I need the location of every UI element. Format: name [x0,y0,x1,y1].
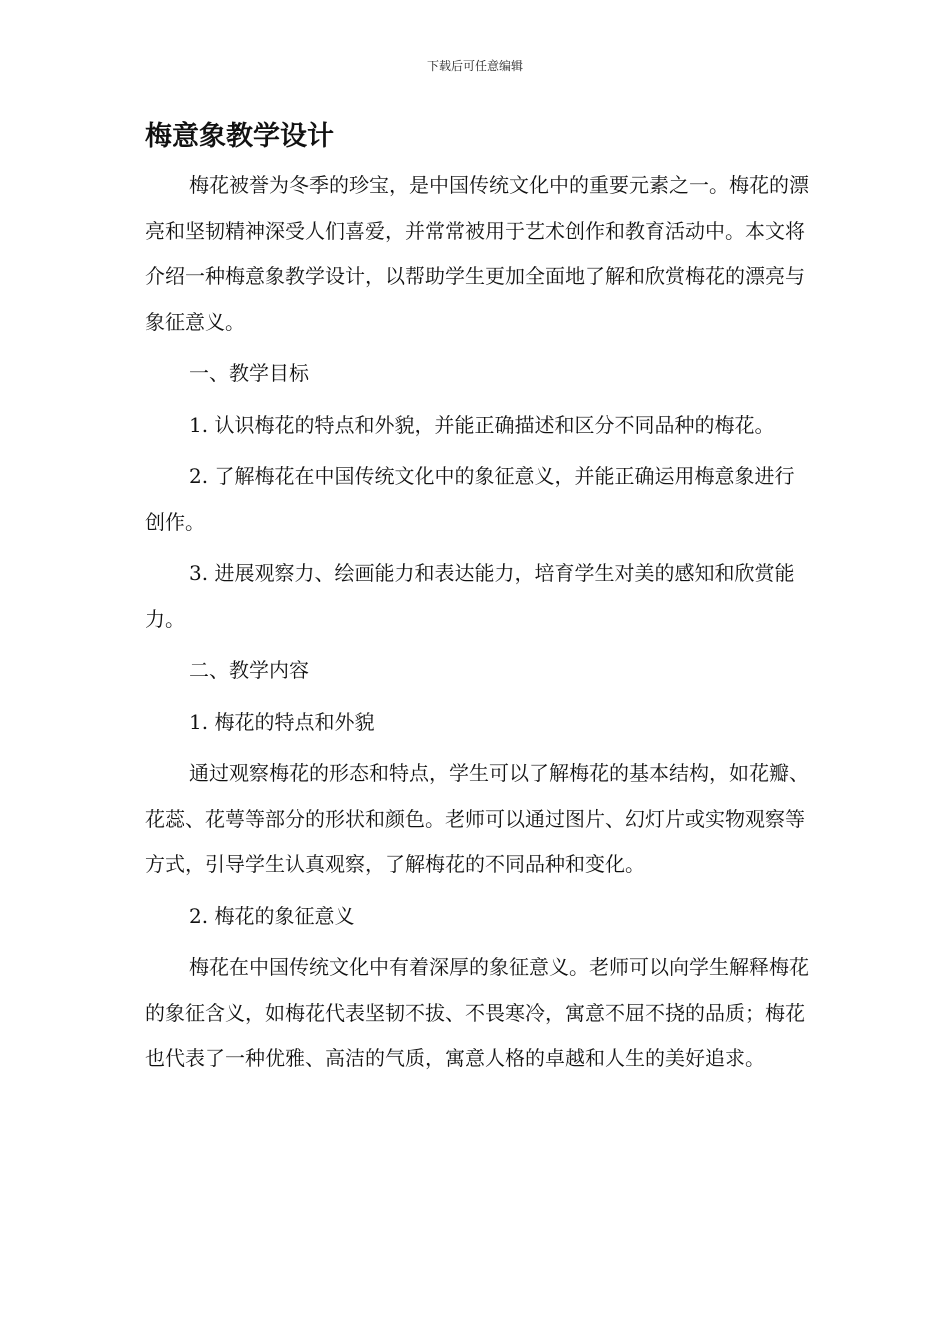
section-heading-content: 二、教学内容 [189,658,309,682]
header-note: 下载后可任意编辑 [426,59,523,73]
content-paragraph-1: 通过观察梅花的形态和特点，学生可以了解梅花的基本结构，如花瓣、花蕊、花萼等部分的形状和颜色。老师可以通过图片、幻灯片或实物观察等方式，引导学生认真观察，了解梅花的不同品种和变化。 [145,761,809,876]
section-heading-objectives: 一、教学目标 [189,361,309,385]
document-body [145,163,810,1082]
objective-item-2: 2. 了解梅花在中国传统文化中的象征意义，并能正确运用梅意象进行创作。 [145,464,795,534]
document-title: 梅意象教学设计 [145,121,334,152]
objective-item-1: 1. 认识梅花的特点和外貌，并能正确描述和区分不同品种的梅花。 [189,412,775,437]
content-paragraph-2: 梅花在中国传统文化中有着深厚的象征意义。老师可以向学生解释梅花的象征含义，如梅花代表坚韧不拔、不畏寒冷，寓意不屈不挠的品质；梅花也代表了一种优雅、高洁的气质，寓意人格的卓越和人生的美好追求。 [145,955,809,1070]
objective-item-3: 3. 进展观察力、绘画能力和表达能力，培育学生对美的感知和欣赏能力。 [145,561,795,631]
intro-paragraph: 梅花被誉为冬季的珍宝，是中国传统文化中的重要元素之一。梅花的漂亮和坚韧精神深受人们喜爱，并常常被用于艺术创作和教育活动中。本文将介绍一种梅意象教学设计，以帮助学生更加全面地了解和欣赏梅花的漂亮与象征意义。 [145,173,809,334]
content-subheading-2: 2. 梅花的象征意义 [189,903,355,928]
content-subheading-1: 1. 梅花的特点和外貌 [189,709,375,734]
